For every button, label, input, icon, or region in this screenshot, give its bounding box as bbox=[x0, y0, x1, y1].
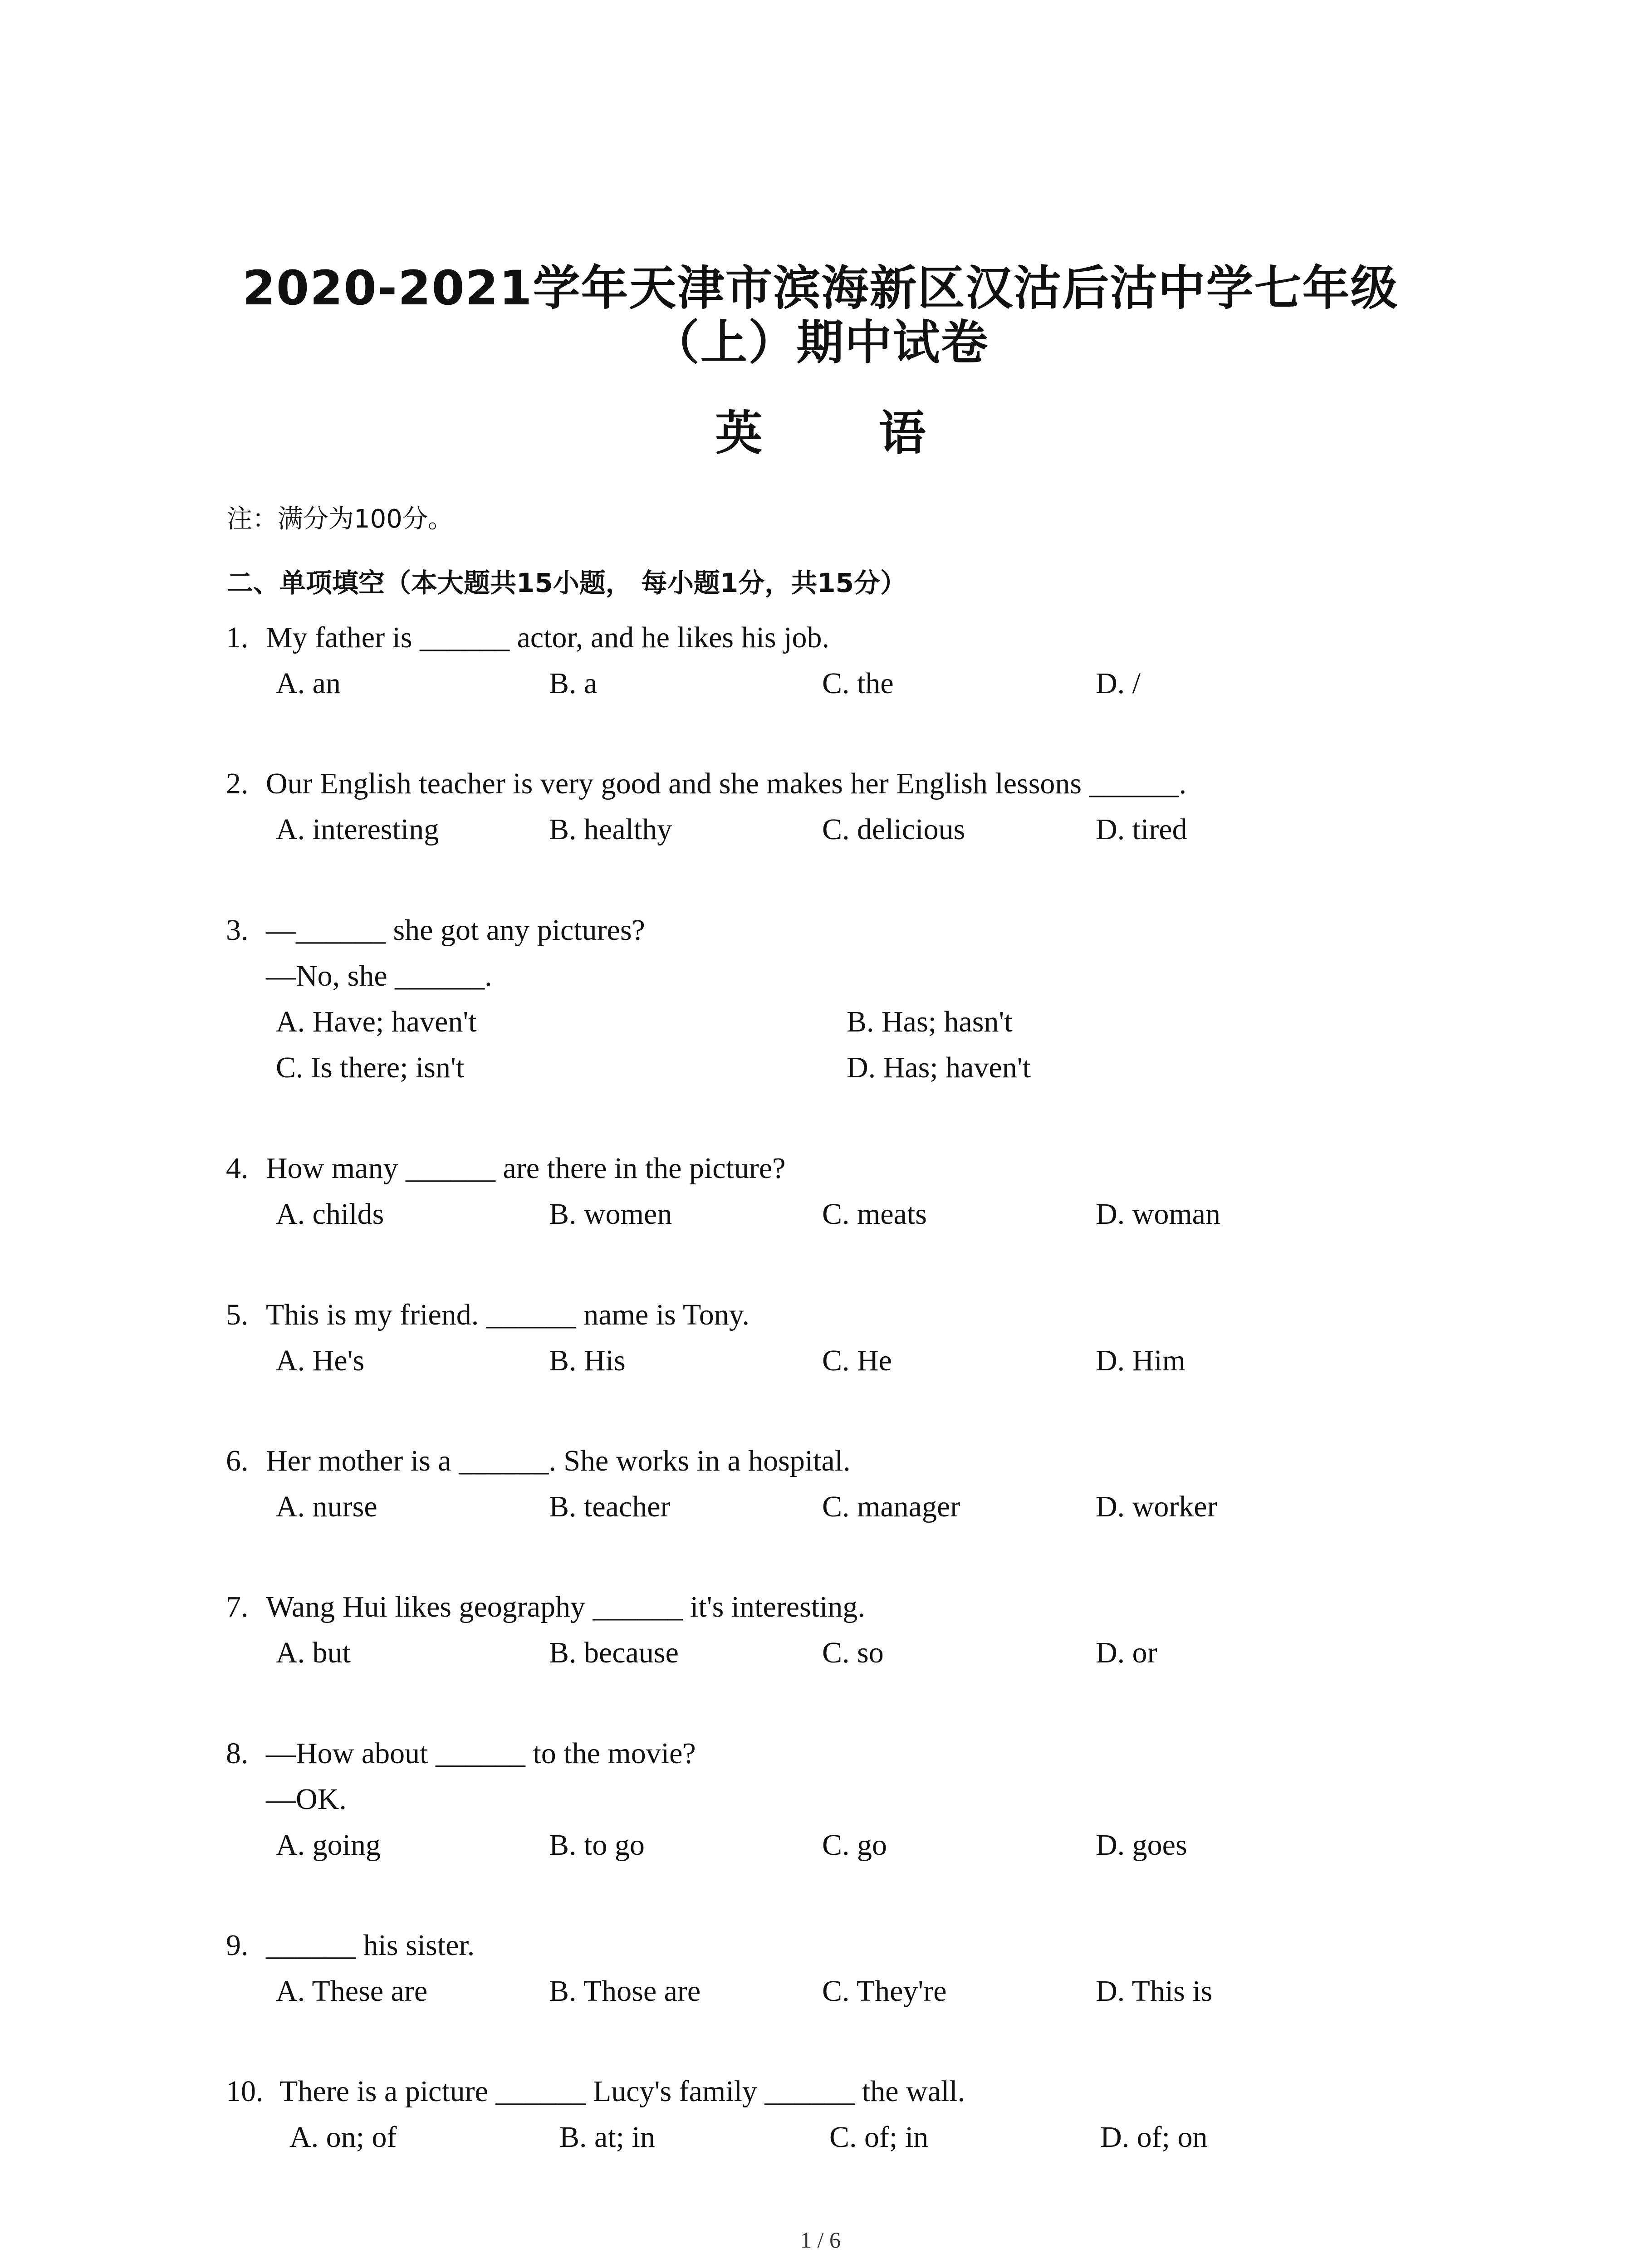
options-row bbox=[226, 660, 1451, 706]
options-row bbox=[226, 2114, 1451, 2160]
question-number: 2. bbox=[226, 767, 249, 800]
option-d[interactable]: D. of; on bbox=[1100, 2121, 1208, 2154]
option-b[interactable]: B. healthy bbox=[549, 813, 672, 846]
option-d[interactable]: D. worker bbox=[1096, 1490, 1217, 1523]
question-number: 4. bbox=[226, 1152, 249, 1185]
section-heading: 二、单项填空（本大题共15小题， 每小题1分，共15分） bbox=[227, 567, 906, 598]
question-2 bbox=[226, 761, 1451, 852]
question-3 bbox=[226, 907, 1451, 1090]
question-7 bbox=[226, 1584, 1451, 1676]
question-4 bbox=[226, 1145, 1451, 1237]
question-stem: ______ his sister. bbox=[266, 1929, 475, 1962]
options-row bbox=[226, 807, 1451, 852]
question-number: 8. bbox=[226, 1737, 249, 1770]
question-stem: How many ______ are there in the picture? bbox=[266, 1152, 786, 1185]
question-number: 10. bbox=[226, 2075, 264, 2108]
option-c[interactable]: C. the bbox=[822, 667, 894, 700]
question-6 bbox=[226, 1438, 1451, 1530]
question-stem: This is my friend. ______ name is Tony. bbox=[266, 1298, 749, 1331]
options-row bbox=[226, 1045, 1451, 1090]
question-stem-reply: —OK. bbox=[266, 1783, 347, 1816]
option-b[interactable]: B. a bbox=[549, 667, 598, 700]
question-stem: Her mother is a ______. She works in a hospital. bbox=[266, 1444, 851, 1477]
exam-title-line-2: （上）期中试卷 bbox=[652, 315, 989, 370]
option-d[interactable]: D. Has; haven't bbox=[847, 1051, 1031, 1084]
option-b[interactable]: B. at; in bbox=[559, 2121, 655, 2154]
option-d[interactable]: D. or bbox=[1096, 1636, 1157, 1669]
option-d[interactable]: D. Him bbox=[1096, 1344, 1185, 1377]
option-c[interactable]: C. go bbox=[822, 1828, 887, 1862]
option-b[interactable]: B. His bbox=[549, 1344, 626, 1377]
options-row bbox=[226, 1822, 1451, 1868]
option-d[interactable]: D. tired bbox=[1096, 813, 1187, 846]
question-number: 7. bbox=[226, 1590, 249, 1623]
question-stem-reply: —No, she ______. bbox=[266, 959, 492, 992]
option-d[interactable]: D. woman bbox=[1096, 1198, 1220, 1231]
question-stem: —______ she got any pictures? bbox=[266, 914, 645, 947]
option-c[interactable]: C. delicious bbox=[822, 813, 965, 846]
option-b[interactable]: B. Those are bbox=[549, 1975, 701, 2008]
option-a[interactable]: A. childs bbox=[276, 1198, 384, 1231]
option-a[interactable]: A. going bbox=[276, 1828, 381, 1862]
question-number: 9. bbox=[226, 1929, 249, 1962]
option-a[interactable]: A. on; of bbox=[289, 2121, 397, 2154]
question-number: 6. bbox=[226, 1444, 249, 1477]
option-a[interactable]: A. an bbox=[276, 667, 341, 700]
option-a[interactable]: A. Have; haven't bbox=[276, 1005, 477, 1038]
options-row bbox=[226, 1338, 1451, 1383]
option-b[interactable]: B. women bbox=[549, 1198, 672, 1231]
options-row bbox=[226, 1630, 1451, 1676]
options-row bbox=[226, 1191, 1451, 1237]
option-d[interactable]: D. / bbox=[1096, 667, 1141, 700]
question-10 bbox=[226, 2068, 1451, 2160]
question-stem: —How about ______ to the movie? bbox=[266, 1737, 696, 1770]
question-5 bbox=[226, 1292, 1451, 1383]
options-row bbox=[226, 1484, 1451, 1530]
option-d[interactable]: D. This is bbox=[1096, 1975, 1213, 2008]
page-number: 1 / 6 bbox=[800, 2227, 841, 2253]
option-b[interactable]: B. to go bbox=[549, 1828, 645, 1862]
question-9 bbox=[226, 1922, 1451, 2014]
question-8 bbox=[226, 1730, 1451, 1868]
option-c[interactable]: C. manager bbox=[822, 1490, 960, 1523]
score-note: 注：满分为100分。 bbox=[227, 504, 453, 534]
question-stem: Our English teacher is very good and she makes her English lessons ______. bbox=[266, 767, 1187, 800]
question-number: 1. bbox=[226, 621, 249, 654]
option-c[interactable]: C. He bbox=[822, 1344, 892, 1377]
option-a[interactable]: A. nurse bbox=[276, 1490, 377, 1523]
option-c[interactable]: C. meats bbox=[822, 1198, 927, 1231]
question-stem: Wang Hui likes geography ______ it's interesting. bbox=[266, 1590, 865, 1623]
option-c[interactable]: C. They're bbox=[822, 1975, 947, 2008]
question-stem: My father is ______ actor, and he likes his job. bbox=[266, 621, 829, 654]
question-stem: There is a picture ______ Lucy's family ______ the wall. bbox=[279, 2075, 965, 2108]
option-c[interactable]: C. Is there; isn't bbox=[276, 1051, 465, 1084]
subject-heading: 英 语 bbox=[715, 406, 976, 461]
option-a[interactable]: A. These are bbox=[276, 1975, 428, 2008]
option-b[interactable]: B. because bbox=[549, 1636, 679, 1669]
options-row bbox=[226, 1968, 1451, 2014]
option-a[interactable]: A. interesting bbox=[276, 813, 439, 846]
exam-title-line-1: 2020-2021学年天津市滨海新区汉沽后沽中学七年级 bbox=[242, 260, 1399, 316]
option-a[interactable]: A. but bbox=[276, 1636, 351, 1669]
options-row bbox=[226, 999, 1451, 1045]
question-1 bbox=[226, 615, 1451, 706]
question-number: 3. bbox=[226, 914, 249, 947]
option-c[interactable]: C. of; in bbox=[829, 2121, 929, 2154]
option-d[interactable]: D. goes bbox=[1096, 1828, 1187, 1862]
option-a[interactable]: A. He's bbox=[276, 1344, 365, 1377]
option-c[interactable]: C. so bbox=[822, 1636, 884, 1669]
question-number: 5. bbox=[226, 1298, 249, 1331]
option-b[interactable]: B. Has; hasn't bbox=[847, 1005, 1013, 1038]
option-b[interactable]: B. teacher bbox=[549, 1490, 671, 1523]
